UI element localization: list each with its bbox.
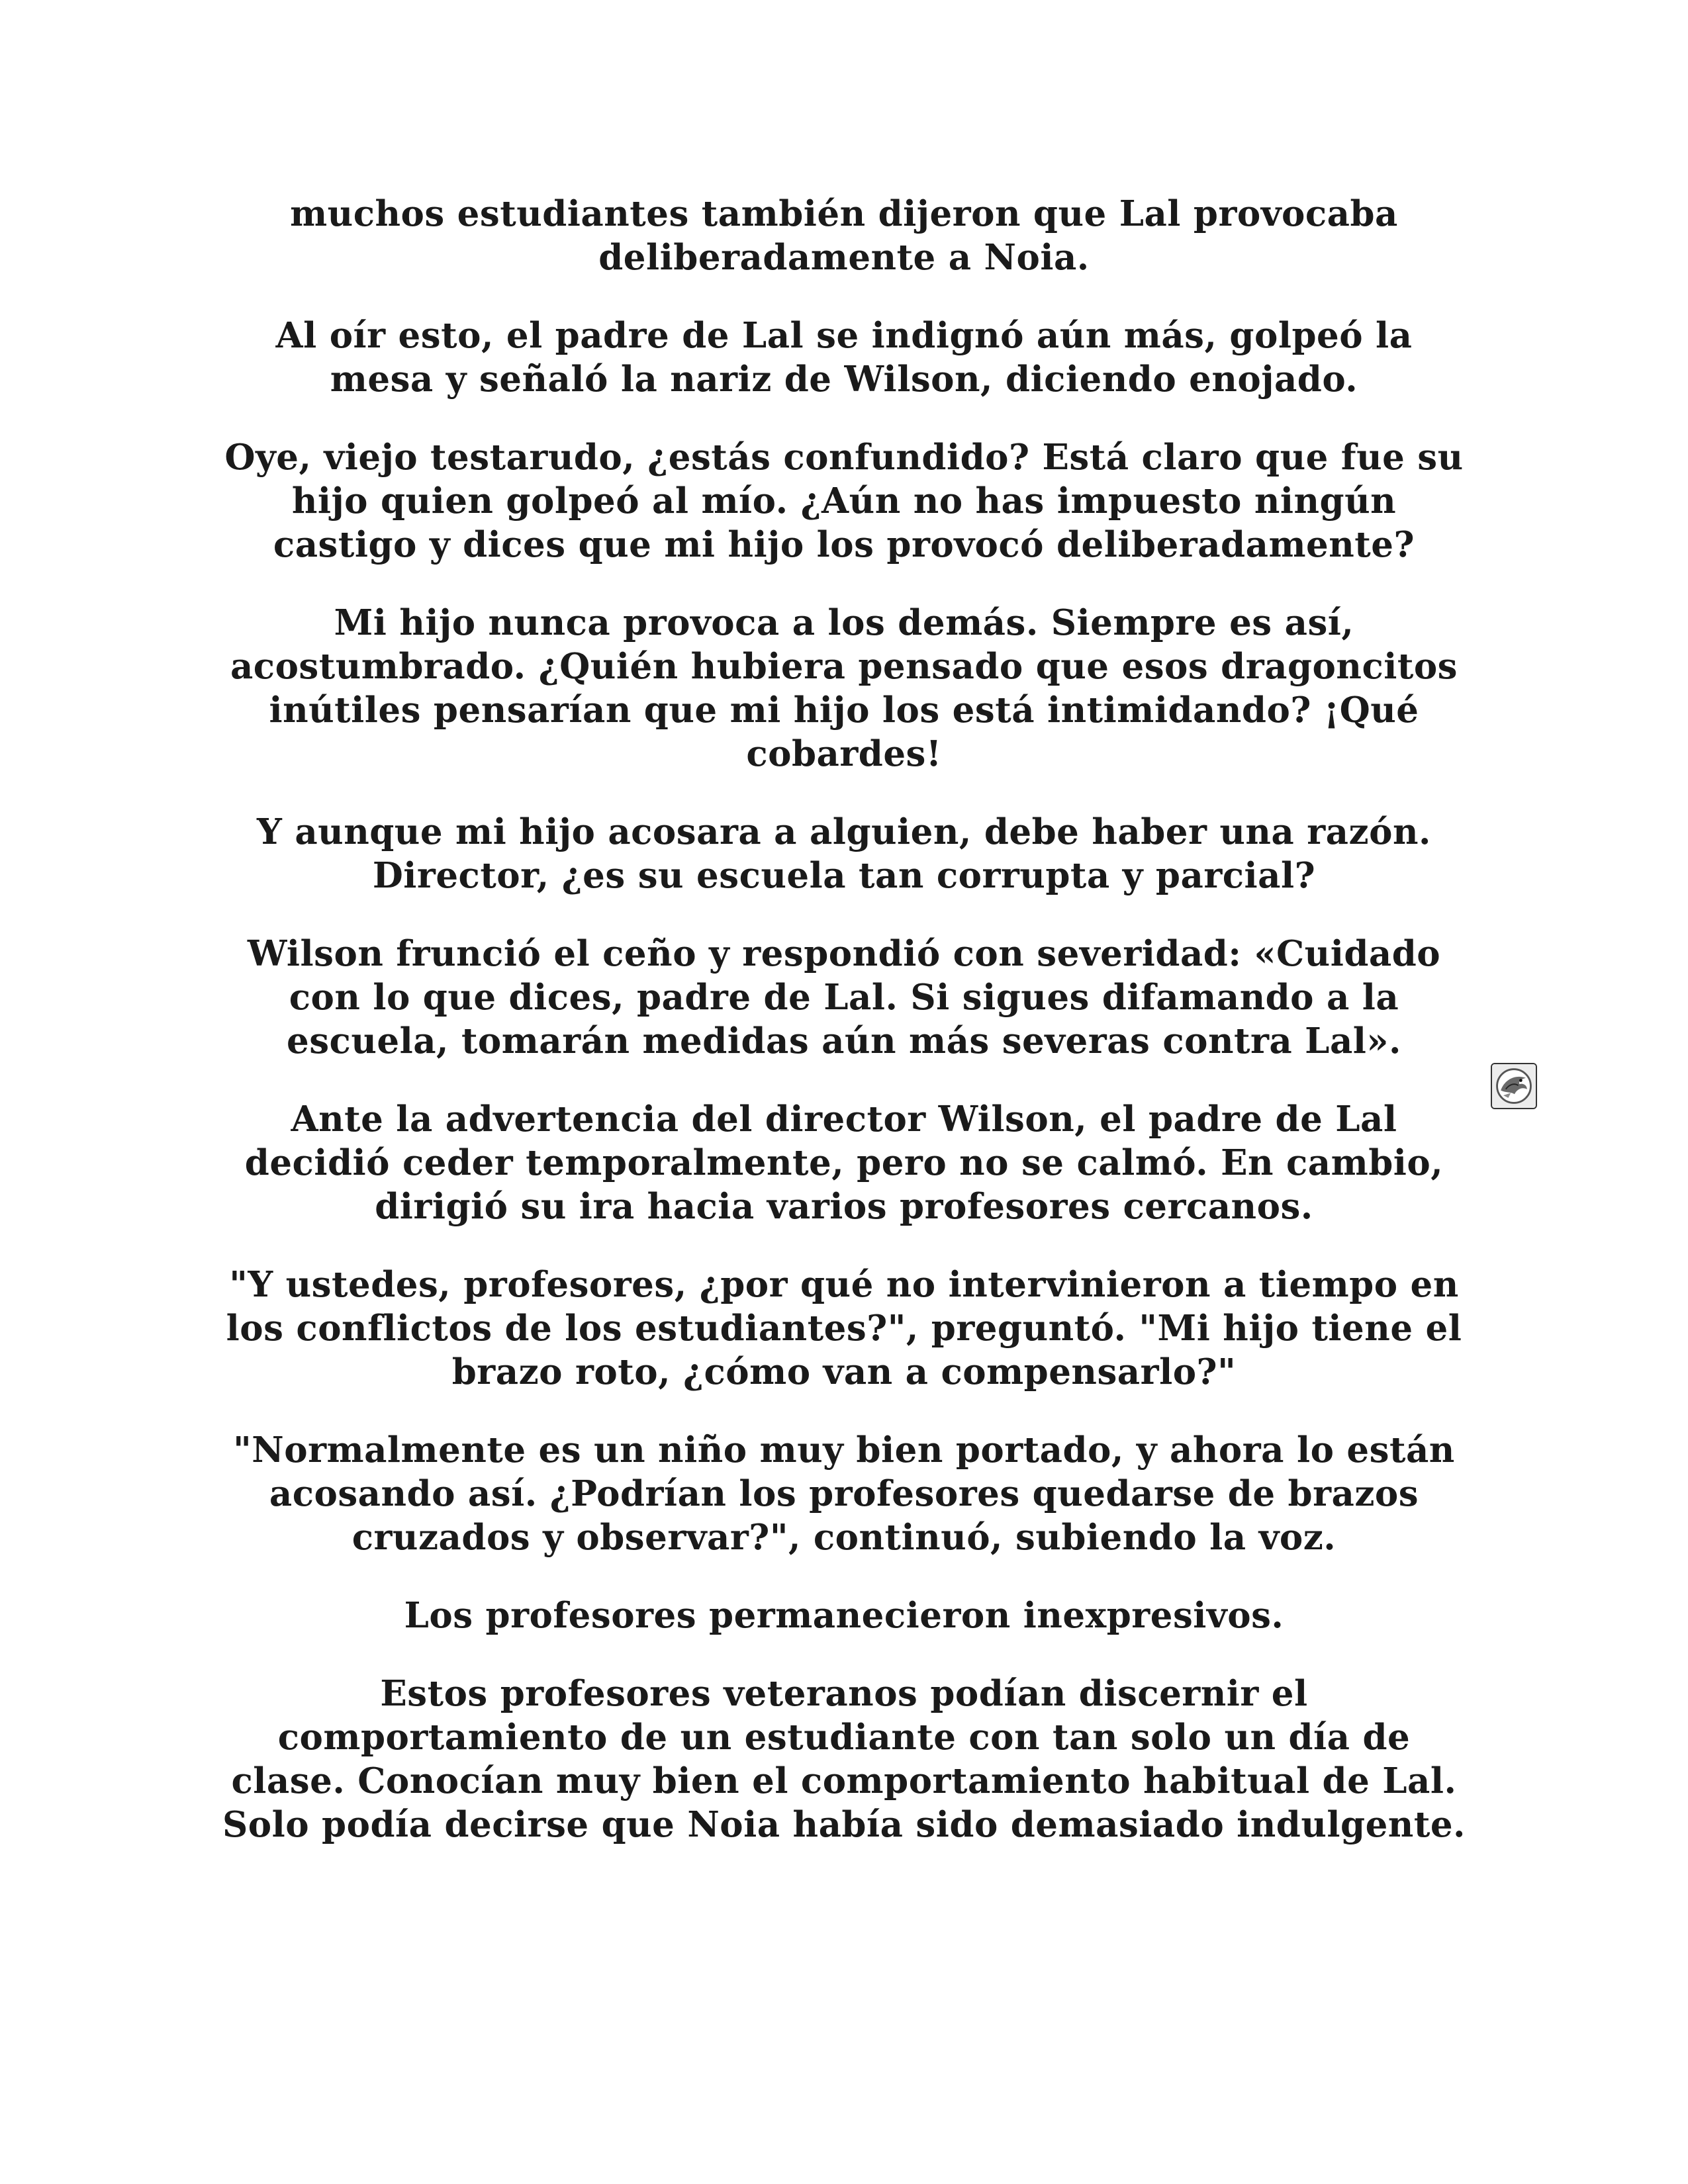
- document-text-body: [218, 192, 1470, 1881]
- paragraph-2: Al oír esto, el padre de Lal se indignó aún más, golpeó la mesa y señaló la nariz de Wilson, diciendo enojado.: [275, 315, 1413, 400]
- paragraph-3: Oye, viejo testarudo, ¿estás confundido? Está claro que fue su hijo quien golpeó al mío. ¿Aún no has impuesto ningún castigo y dices que mi hijo los provocó deliberadamente?: [224, 437, 1464, 565]
- dragon-emblem-icon: [1491, 1063, 1537, 1109]
- paragraph-8: "Y ustedes, profesores, ¿por qué no intervinieron a tiempo en los conflictos de los estudiantes?", preguntó. "Mi hijo tiene el brazo roto, ¿cómo van a compensarlo?": [226, 1264, 1462, 1392]
- paragraph-7: Ante la advertencia del director Wilson, el padre de Lal decidió ceder temporalmente, pero no se calmó. En cambio, dirigió su ira hacia varios profesores cercanos.: [244, 1099, 1444, 1227]
- paragraph-5: Y aunque mi hijo acosara a alguien, debe haber una razón. Director, ¿es su escuela tan corrupta y parcial?: [257, 811, 1431, 896]
- paragraph-9: "Normalmente es un niño muy bien portado, y ahora lo están acosando así. ¿Podrían los profesores quedarse de brazos cruzados y observar?", continuó, subiendo la voz.: [233, 1430, 1455, 1558]
- paragraph-6: Wilson frunció el ceño y respondió con severidad: «Cuidado con lo que dices, padre de Lal. Si sigues difamando a la escuela, tomarán medidas aún más severas contra Lal».: [247, 933, 1441, 1062]
- paragraph-1: muchos estudiantes también dijeron que Lal provocaba deliberadamente a Noia.: [290, 193, 1398, 278]
- paragraph-10: Los profesores permanecieron inexpresivos.: [404, 1595, 1284, 1636]
- paragraph-11: Estos profesores veteranos podían discernir el comportamiento de un estudiante con tan solo un día de clase. Conocían muy bien el comportamiento habitual de Lal. Solo podía decirse que Noia había sido demasiado indulgente.: [222, 1673, 1466, 1845]
- paragraph-4: Mi hijo nunca provoca a los demás. Siempre es así, acostumbrado. ¿Quién hubiera pensado que esos dragoncitos inútiles pensarían que mi hijo los está intimidando? ¡Qué cobardes!: [230, 602, 1458, 774]
